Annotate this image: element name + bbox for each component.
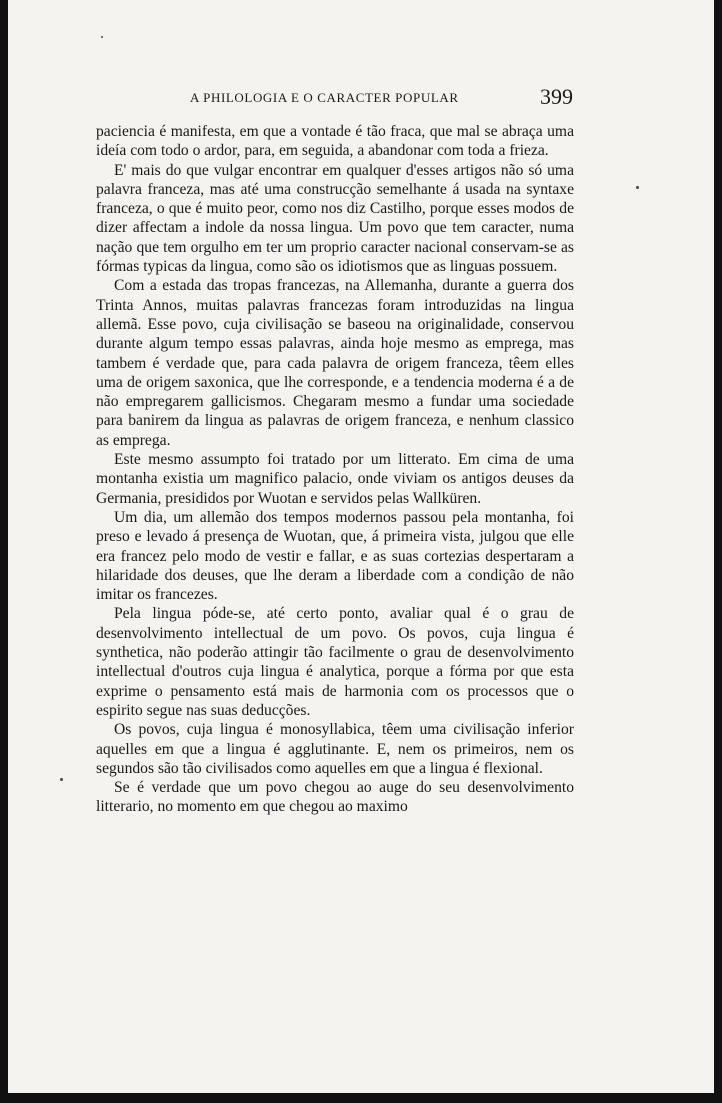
paragraph-8: Se é verdade que um povo chegou ao auge do seu desenvolvimento litterario, no momento em que chegou ao maximo: [96, 779, 574, 816]
paragraph-7: Os povos, cuja lingua é monosyllabica, têem uma civilisação inferior aquelles em que a lingua é agglutinante. E, nem os primeiros, nem os segundos são tão civilisados como aquelles em que a lingua é flexional.: [96, 721, 574, 777]
paragraph-2: E' mais do que vulgar encontrar em qualquer d'esses artigos não só uma palavra franceza, mas até uma construcção semelhante á usada na syntaxe franceza, o que é muito peor, como nos diz Castilho, porque esses modos de dizer affectam a indole da nossa lingua. Um povo que tem caracter, numa nação que tem orgulho em ter um proprio caracter nacional conservam-se as fórmas typicas da lingua, como são os idiotismos que as linguas possuem.: [96, 161, 574, 276]
paragraph-6: Pela lingua póde-se, até certo ponto, avaliar qual é o grau de desenvolvimento intellectual de um povo. Os povos, cuja lingua é synthetica, não poderão attingir tão facilmente o grau de desenvolvimento intellectual d'outros cuja lingua é analytica, porque a fórma por que esta exprime o pensamento está mais de harmonia com os processos que o espirito segue nas suas deducções.: [96, 605, 574, 719]
paper-speck: [60, 778, 63, 781]
paper-speck: [636, 186, 639, 189]
page-number: 399: [540, 84, 573, 109]
paragraph-1: paciencia é manifesta, em que a vontade é tão fraca, que mal se abraça uma ideía com todo o ardor, para, em seguida, a abandonar com toda a frieza.: [96, 123, 574, 160]
body-text: [96, 122, 574, 817]
paper-speck: [101, 36, 103, 38]
page-header: [8, 84, 714, 112]
running-title: A PHILOLOGIA E O CARACTER POPULAR: [190, 90, 459, 105]
paragraph-5: Um dia, um allemão dos tempos modernos passou pela montanha, foi preso e levado á presença de Wuotan, que, á primeira vista, julgou que elle era francez pelo modo de vestir e fallar, e as suas cortezias despertaram a hilaridade dos deuses, que lhe deram a liberdade com a condição de não imitar os francezes.: [96, 508, 574, 604]
paragraph-4: Este mesmo assumpto foi tratado por um litterato. Em cima de uma montanha existia um magnifico palacio, onde viviam os antigos deuses da Germania, presididos por Wuotan e servidos pelas Wallküren.: [96, 451, 574, 507]
paragraph-3: Com a estada das tropas francezas, na Allemanha, durante a guerra dos Trinta Annos, muitas palavras francezas foram introduzidas na lingua allemã. Esse povo, cuja civilisação se baseou na originalidade, conservou durante algum tempo essas palavras, ainda hoje mesmo as emprega, mas tambem é verdade que, para cada palavra de origem franceza, têem elles uma de origem saxonica, que lhe corresponde, e a tendencia moderna é a de não empregarem gallicismos. Chegaram mesmo a fundar uma sociedade para banirem da lingua as palavras de origem franceza, e nenhum classico as emprega.: [96, 277, 574, 449]
